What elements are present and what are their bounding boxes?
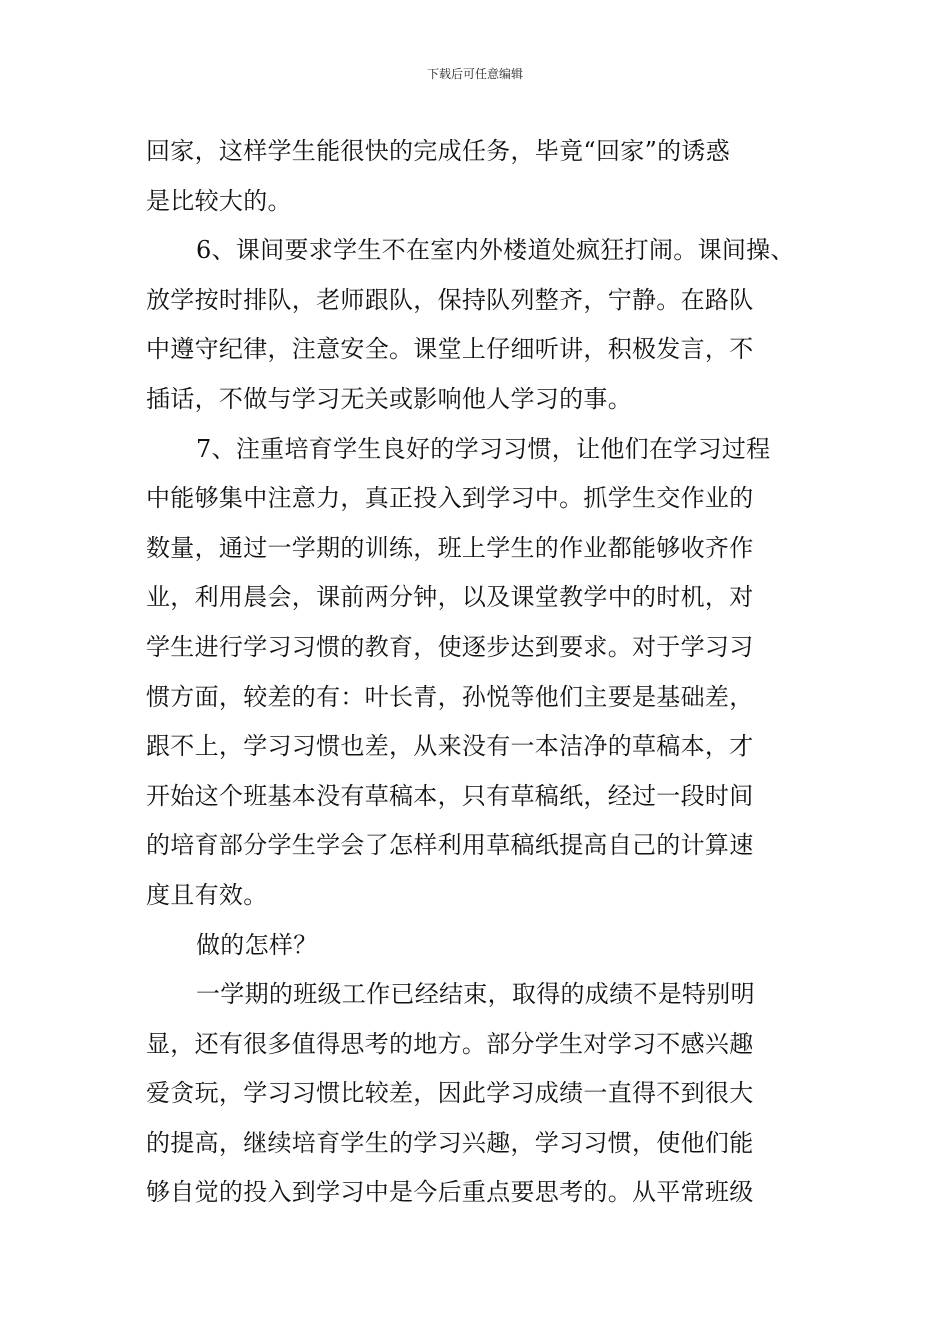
section-heading: 做的怎样？	[196, 930, 318, 959]
text-line: 放学按时排队，老师跟队，保持队列整齐，宁静。在路队	[146, 285, 754, 314]
text-line: 业，利用晨会，课前两分钟，以及课堂教学中的时机，对	[146, 583, 754, 612]
text-line: 回家，这样学生能很快的完成任务，毕竟“回家”的诱惑	[146, 137, 731, 165]
text-line: 学生进行学习习惯的教育，使逐步达到要求。对于学习习	[146, 632, 754, 661]
text-line: 的培育部分学生学会了怎样利用草稿纸提高自己的计算速	[146, 831, 754, 860]
text-line: 插话，不做与学习无关或影响他人学习的事。	[146, 384, 632, 413]
text-line: 够自觉的投入到学习中是今后重点要思考的。从平常班级	[146, 1178, 754, 1207]
text-line: 惯方面，较差的有：叶长青，孙悦等他们主要是基础差，	[146, 682, 754, 711]
text-line: 开始这个班基本没有草稿本，只有草稿纸，经过一段时间	[146, 781, 754, 810]
text-line: 度且有效。	[146, 880, 268, 909]
page-header: 下载后可任意编辑	[426, 67, 523, 81]
text-line: 爱贪玩，学习习惯比较差，因此学习成绩一直得不到很大	[146, 1079, 754, 1108]
text-line: 是比较大的。	[146, 186, 292, 215]
text-line: 7、注重培育学生良好的学习习惯，让他们在学习过程	[196, 434, 771, 463]
text-line: 6、课间要求学生不在室内外楼道处疯狂打闹。课间操、	[196, 236, 795, 265]
text-line: 数量，通过一学期的训练，班上学生的作业都能够收齐作	[146, 533, 754, 562]
text-line: 中能够集中注意力，真正投入到学习中。抓学生交作业的	[146, 484, 754, 513]
document-body	[146, 127, 818, 1218]
text-line: 显，还有很多值得思考的地方。部分学生对学习不感兴趣	[146, 1029, 754, 1058]
text-line: 一学期的班级工作已经结束，取得的成绩不是特别明	[196, 980, 755, 1009]
text-line: 的提高，继续培育学生的学习兴趣，学习习惯，使他们能	[146, 1128, 754, 1157]
text-line: 跟不上，学习习惯也差，从来没有一本洁净的草稿本，才	[146, 732, 754, 761]
text-line: 中遵守纪律，注意安全。课堂上仔细听讲，积极发言，不	[146, 335, 754, 364]
